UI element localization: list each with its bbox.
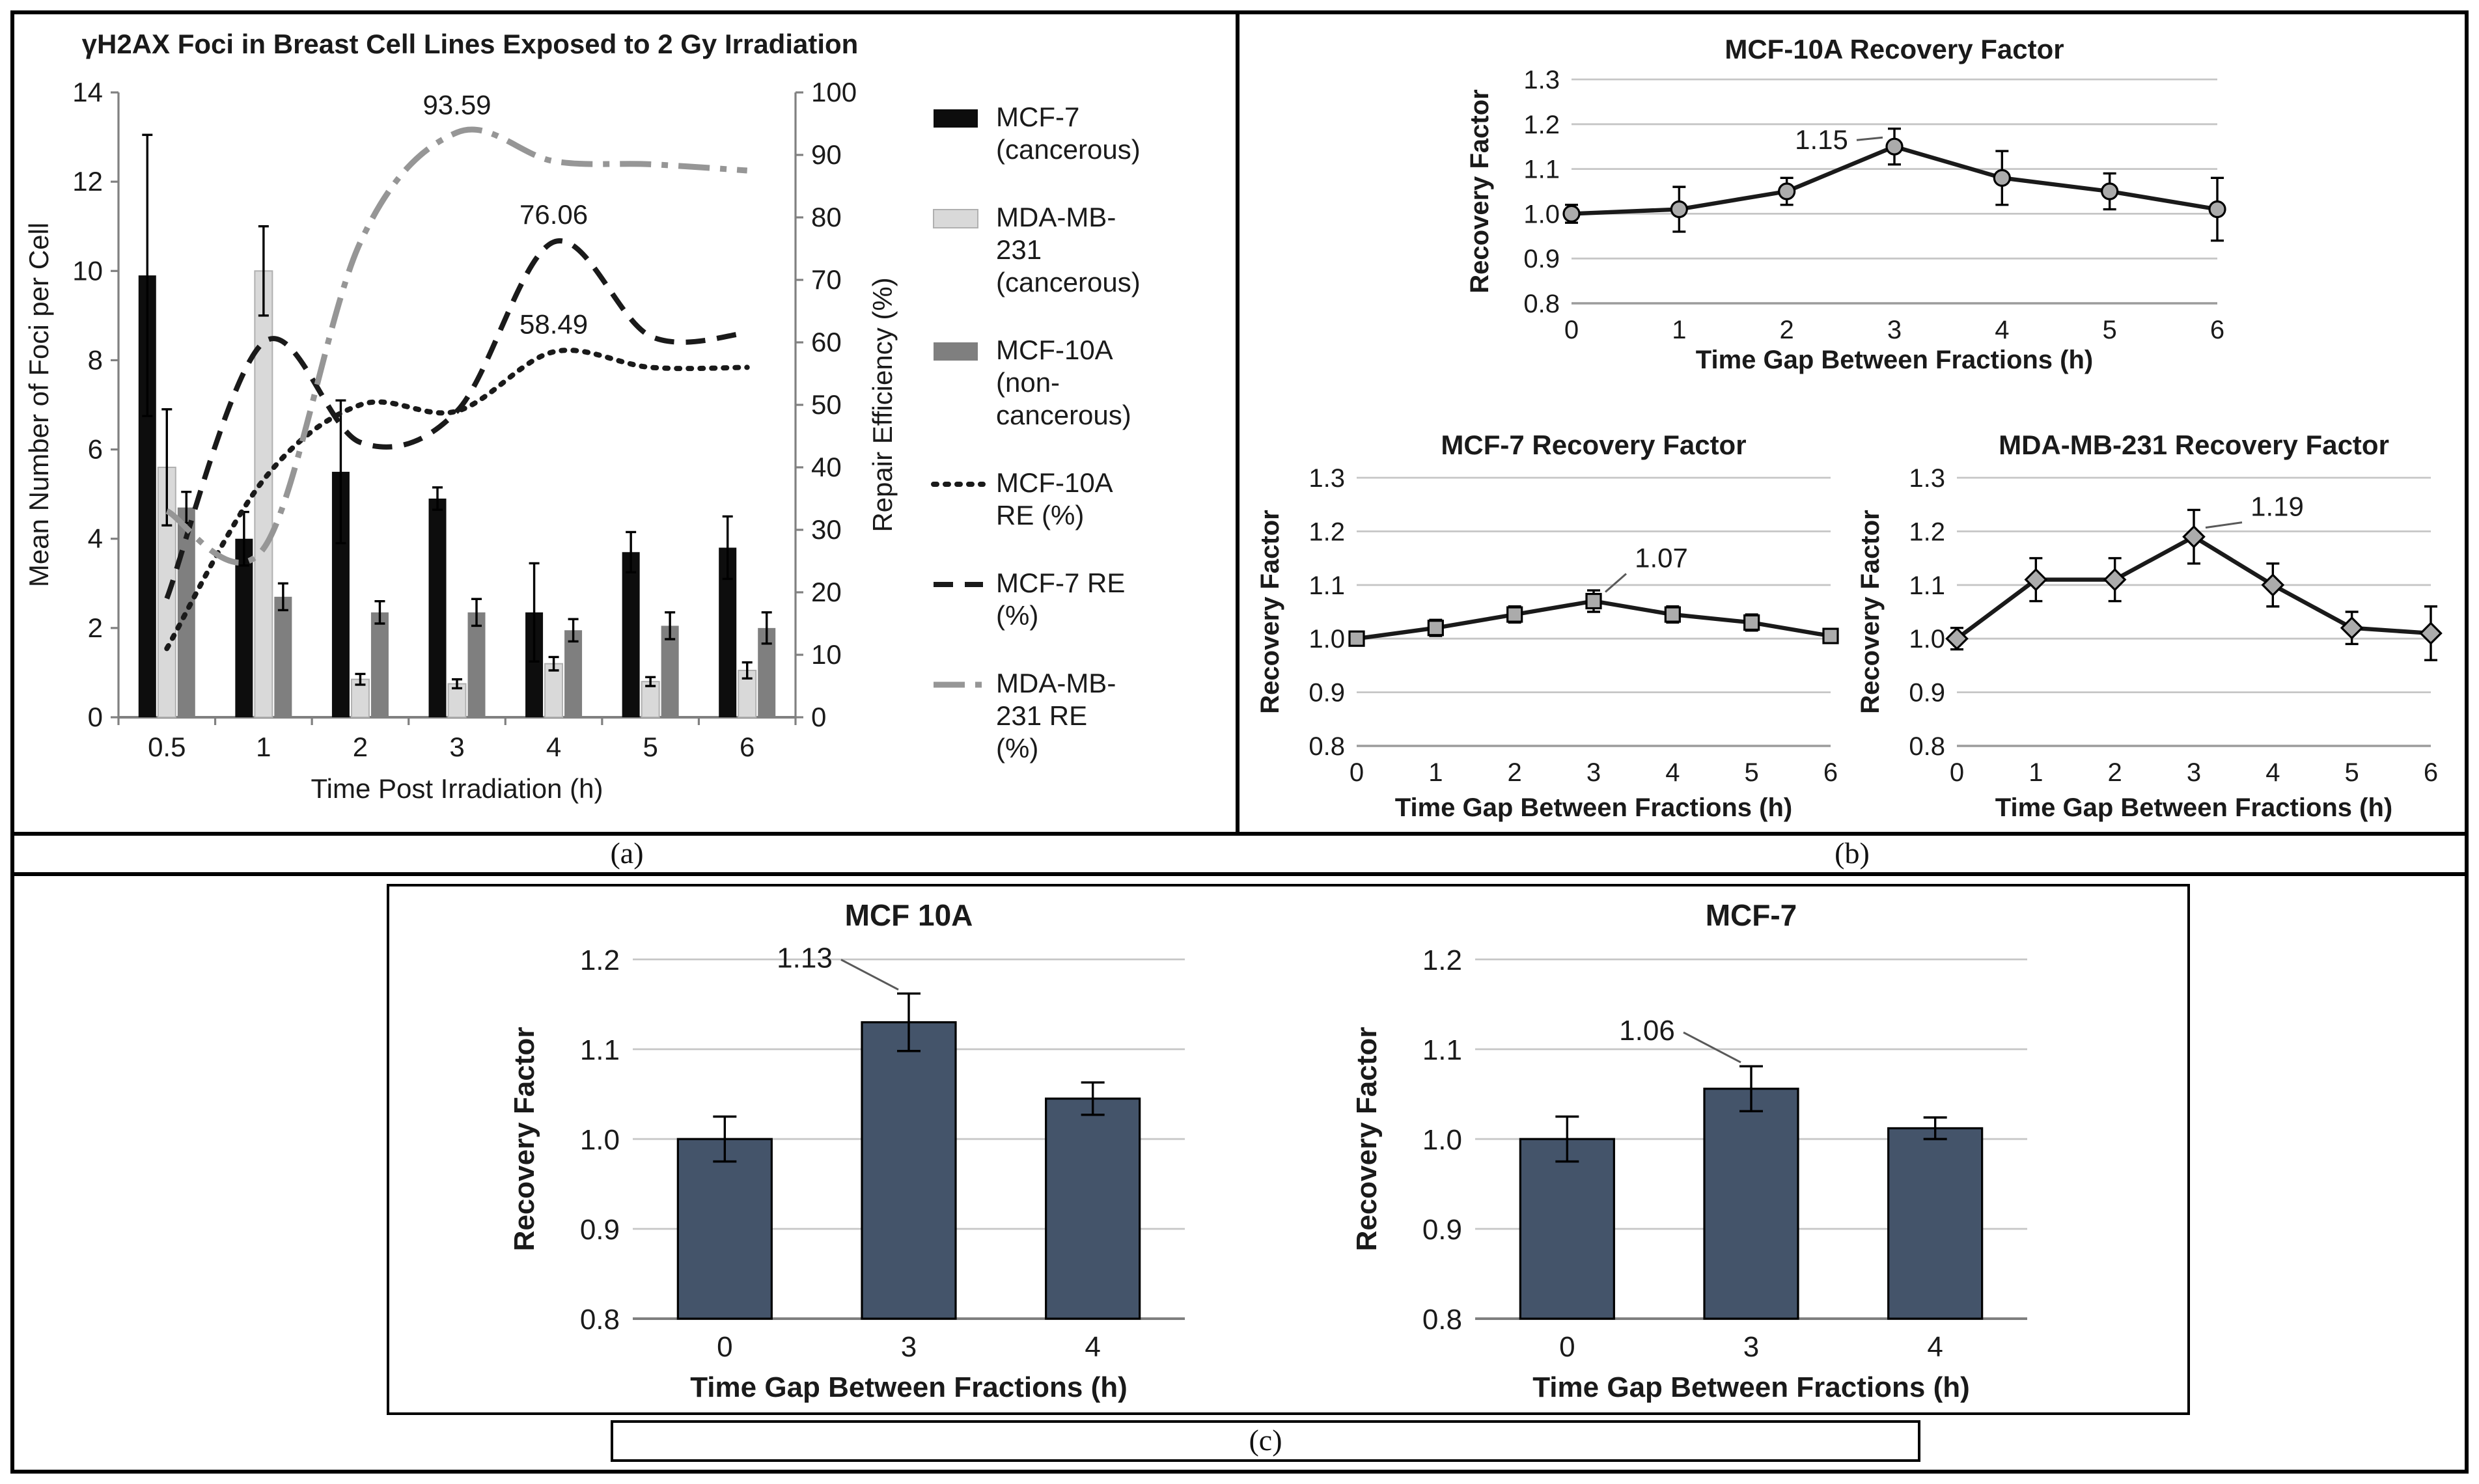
caption-row-ab xyxy=(14,832,2465,876)
svg-text:12: 12 xyxy=(72,166,103,197)
svg-text:5: 5 xyxy=(2101,316,2116,344)
svg-text:MCF-10A: MCF-10A xyxy=(996,467,1113,498)
svg-text:(%): (%) xyxy=(996,600,1039,631)
svg-text:MDA-MB-: MDA-MB- xyxy=(996,202,1116,232)
svg-text:cancerous): cancerous) xyxy=(996,400,1131,430)
svg-text:0.9: 0.9 xyxy=(579,1214,620,1246)
panel-c-box xyxy=(387,884,2190,1415)
svg-text:1.2: 1.2 xyxy=(1422,944,1462,976)
svg-text:0.9: 0.9 xyxy=(1909,678,1945,708)
svg-text:(cancerous): (cancerous) xyxy=(996,134,1141,165)
svg-text:2: 2 xyxy=(1507,758,1522,787)
panel-c-region xyxy=(14,876,2465,1466)
svg-text:58.49: 58.49 xyxy=(519,309,589,340)
svg-text:Recovery Factor: Recovery Factor xyxy=(1856,510,1885,714)
mcf10a-recovery-bar-chart xyxy=(503,892,1232,1412)
svg-text:4: 4 xyxy=(87,523,103,554)
svg-text:14: 14 xyxy=(72,77,103,107)
figure-border xyxy=(10,10,2469,1474)
svg-text:6: 6 xyxy=(87,433,103,465)
svg-text:90: 90 xyxy=(811,139,842,170)
panel-a-caption: (a) xyxy=(610,837,644,870)
svg-text:0.9: 0.9 xyxy=(1523,245,1559,274)
svg-text:0: 0 xyxy=(1949,758,1965,787)
svg-text:6: 6 xyxy=(1823,758,1838,787)
svg-text:MDA-MB-: MDA-MB- xyxy=(996,668,1116,698)
panel-a xyxy=(14,14,1240,832)
svg-text:0: 0 xyxy=(717,1331,733,1363)
top-row xyxy=(14,14,2465,832)
svg-text:Time Gap Between Fractions (h): Time Gap Between Fractions (h) xyxy=(1695,346,2093,374)
svg-text:1.06: 1.06 xyxy=(1619,1015,1675,1047)
svg-text:Recovery Factor: Recovery Factor xyxy=(1351,1026,1383,1252)
svg-text:MCF-10A Recovery Factor: MCF-10A Recovery Factor xyxy=(1724,34,2064,64)
svg-text:1.1: 1.1 xyxy=(579,1034,620,1066)
svg-text:1.1: 1.1 xyxy=(1422,1034,1462,1066)
svg-text:MCF-7 RE: MCF-7 RE xyxy=(996,568,1126,598)
svg-text:(non-: (non- xyxy=(996,367,1060,398)
panel-b-caption: (b) xyxy=(1835,837,1870,870)
svg-text:80: 80 xyxy=(811,202,842,232)
svg-text:30: 30 xyxy=(811,514,842,545)
svg-text:1.2: 1.2 xyxy=(579,944,620,976)
svg-text:Time Post Irradiation (h): Time Post Irradiation (h) xyxy=(311,773,603,804)
svg-text:0: 0 xyxy=(1563,316,1579,344)
svg-text:1.15: 1.15 xyxy=(1794,124,1848,156)
svg-text:1.3: 1.3 xyxy=(1309,464,1345,493)
svg-text:70: 70 xyxy=(811,264,842,295)
svg-text:(cancerous): (cancerous) xyxy=(996,267,1141,297)
svg-text:MDA-MB-231 Recovery Factor: MDA-MB-231 Recovery Factor xyxy=(1999,430,2389,460)
svg-text:Repair Efficiency (%): Repair Efficiency (%) xyxy=(867,277,898,532)
svg-text:2: 2 xyxy=(352,732,368,762)
mcf10a-recovery-factor-chart xyxy=(1461,27,2243,379)
svg-text:3: 3 xyxy=(900,1331,917,1363)
svg-text:0.8: 0.8 xyxy=(579,1304,620,1336)
svg-text:1.13: 1.13 xyxy=(777,942,833,974)
svg-text:60: 60 xyxy=(811,327,842,357)
svg-text:1: 1 xyxy=(1428,758,1443,787)
svg-text:γH2AX Foci in Breast Cell Line: γH2AX Foci in Breast Cell Lines Exposed to 2 Gy Irradiation xyxy=(81,29,859,59)
svg-text:5: 5 xyxy=(2344,758,2359,787)
svg-text:Time Gap Between Fractions (h): Time Gap Between Fractions (h) xyxy=(1394,793,1793,822)
svg-text:2: 2 xyxy=(87,612,103,643)
svg-text:2: 2 xyxy=(2107,758,2122,787)
svg-text:MCF 10A: MCF 10A xyxy=(844,898,973,932)
svg-text:1.3: 1.3 xyxy=(1909,464,1945,493)
foci-combo-chart xyxy=(14,14,1236,832)
svg-text:4: 4 xyxy=(1665,758,1680,787)
svg-text:10: 10 xyxy=(72,255,103,286)
svg-text:0.8: 0.8 xyxy=(1422,1304,1462,1336)
svg-text:1.1: 1.1 xyxy=(1309,571,1345,600)
svg-text:4: 4 xyxy=(1927,1331,1943,1363)
svg-text:1.3: 1.3 xyxy=(1523,66,1559,94)
svg-text:0: 0 xyxy=(811,702,827,732)
svg-text:MCF-7 Recovery Factor: MCF-7 Recovery Factor xyxy=(1441,430,1747,460)
svg-text:1.2: 1.2 xyxy=(1523,110,1559,139)
svg-text:0.9: 0.9 xyxy=(1422,1214,1462,1246)
svg-text:1.1: 1.1 xyxy=(1523,155,1559,184)
svg-text:Mean Number of Foci per Cell: Mean Number of Foci per Cell xyxy=(23,222,54,588)
svg-text:40: 40 xyxy=(811,452,842,482)
svg-text:1.0: 1.0 xyxy=(1523,200,1559,229)
mcf7-recovery-bar-chart xyxy=(1345,892,2074,1412)
svg-text:Recovery Factor: Recovery Factor xyxy=(1465,89,1493,294)
svg-text:231: 231 xyxy=(996,234,1042,265)
svg-text:Time Gap Between Fractions (h): Time Gap Between Fractions (h) xyxy=(690,1371,1128,1403)
svg-text:3: 3 xyxy=(1886,316,1902,344)
svg-text:2: 2 xyxy=(1779,316,1793,344)
svg-text:0: 0 xyxy=(1559,1331,1575,1363)
svg-text:20: 20 xyxy=(811,577,842,607)
svg-text:0.8: 0.8 xyxy=(1909,732,1945,761)
panel-c-caption: (c) xyxy=(1249,1424,1282,1457)
panel-b-bottom xyxy=(1240,423,2465,827)
svg-text:(%): (%) xyxy=(996,733,1039,763)
svg-text:1.0: 1.0 xyxy=(1909,625,1945,654)
svg-text:1.2: 1.2 xyxy=(1309,517,1345,547)
mda-mb-231-recovery-factor-chart xyxy=(1853,423,2452,827)
svg-text:8: 8 xyxy=(87,344,103,376)
svg-text:1.0: 1.0 xyxy=(1309,625,1345,654)
svg-text:6: 6 xyxy=(740,732,755,762)
svg-text:1.0: 1.0 xyxy=(579,1124,620,1156)
svg-text:MCF-7: MCF-7 xyxy=(1705,898,1797,932)
svg-text:231 RE: 231 RE xyxy=(996,700,1088,731)
panel-c-caption-box xyxy=(611,1420,1920,1462)
svg-text:6: 6 xyxy=(2209,316,2224,344)
svg-text:4: 4 xyxy=(2265,758,2280,787)
svg-text:3: 3 xyxy=(1586,758,1601,787)
svg-text:Time Gap Between Fractions (h): Time Gap Between Fractions (h) xyxy=(1995,793,2393,822)
svg-text:76.06: 76.06 xyxy=(519,199,589,230)
svg-text:1.2: 1.2 xyxy=(1909,517,1945,547)
svg-text:5: 5 xyxy=(1744,758,1759,787)
svg-text:1: 1 xyxy=(2029,758,2043,787)
svg-text:1: 1 xyxy=(1671,316,1686,344)
panel-b xyxy=(1240,14,2465,832)
svg-text:Recovery Factor: Recovery Factor xyxy=(1256,510,1284,714)
svg-text:1: 1 xyxy=(256,732,271,762)
svg-text:Recovery Factor: Recovery Factor xyxy=(508,1026,540,1252)
svg-text:0: 0 xyxy=(1349,758,1364,787)
svg-text:Time Gap Between Fractions (h): Time Gap Between Fractions (h) xyxy=(1532,1371,1970,1403)
svg-text:3: 3 xyxy=(2186,758,2202,787)
svg-text:0.9: 0.9 xyxy=(1309,678,1345,708)
svg-text:4: 4 xyxy=(1085,1331,1101,1363)
svg-text:MCF-10A: MCF-10A xyxy=(996,335,1113,365)
svg-text:100: 100 xyxy=(811,77,857,107)
svg-text:3: 3 xyxy=(449,732,465,762)
svg-text:4: 4 xyxy=(546,732,562,762)
svg-text:0.5: 0.5 xyxy=(148,732,186,762)
svg-text:1.0: 1.0 xyxy=(1422,1124,1462,1156)
svg-text:10: 10 xyxy=(811,639,842,670)
svg-text:5: 5 xyxy=(643,732,658,762)
svg-text:3: 3 xyxy=(1743,1331,1760,1363)
svg-text:50: 50 xyxy=(811,389,842,420)
panel-b-top xyxy=(1461,27,2243,379)
svg-text:0.8: 0.8 xyxy=(1309,732,1345,761)
svg-text:0: 0 xyxy=(87,702,103,732)
svg-text:4: 4 xyxy=(1994,316,2009,344)
svg-text:RE (%): RE (%) xyxy=(996,500,1085,530)
svg-text:1.19: 1.19 xyxy=(2250,491,2304,522)
mcf7-recovery-factor-chart xyxy=(1253,423,1851,827)
svg-text:6: 6 xyxy=(2423,758,2439,787)
svg-text:MCF-7: MCF-7 xyxy=(996,102,1080,132)
svg-text:1.07: 1.07 xyxy=(1635,542,1688,573)
svg-text:1.1: 1.1 xyxy=(1909,571,1945,600)
svg-text:0.8: 0.8 xyxy=(1523,290,1559,318)
svg-text:93.59: 93.59 xyxy=(422,89,492,120)
